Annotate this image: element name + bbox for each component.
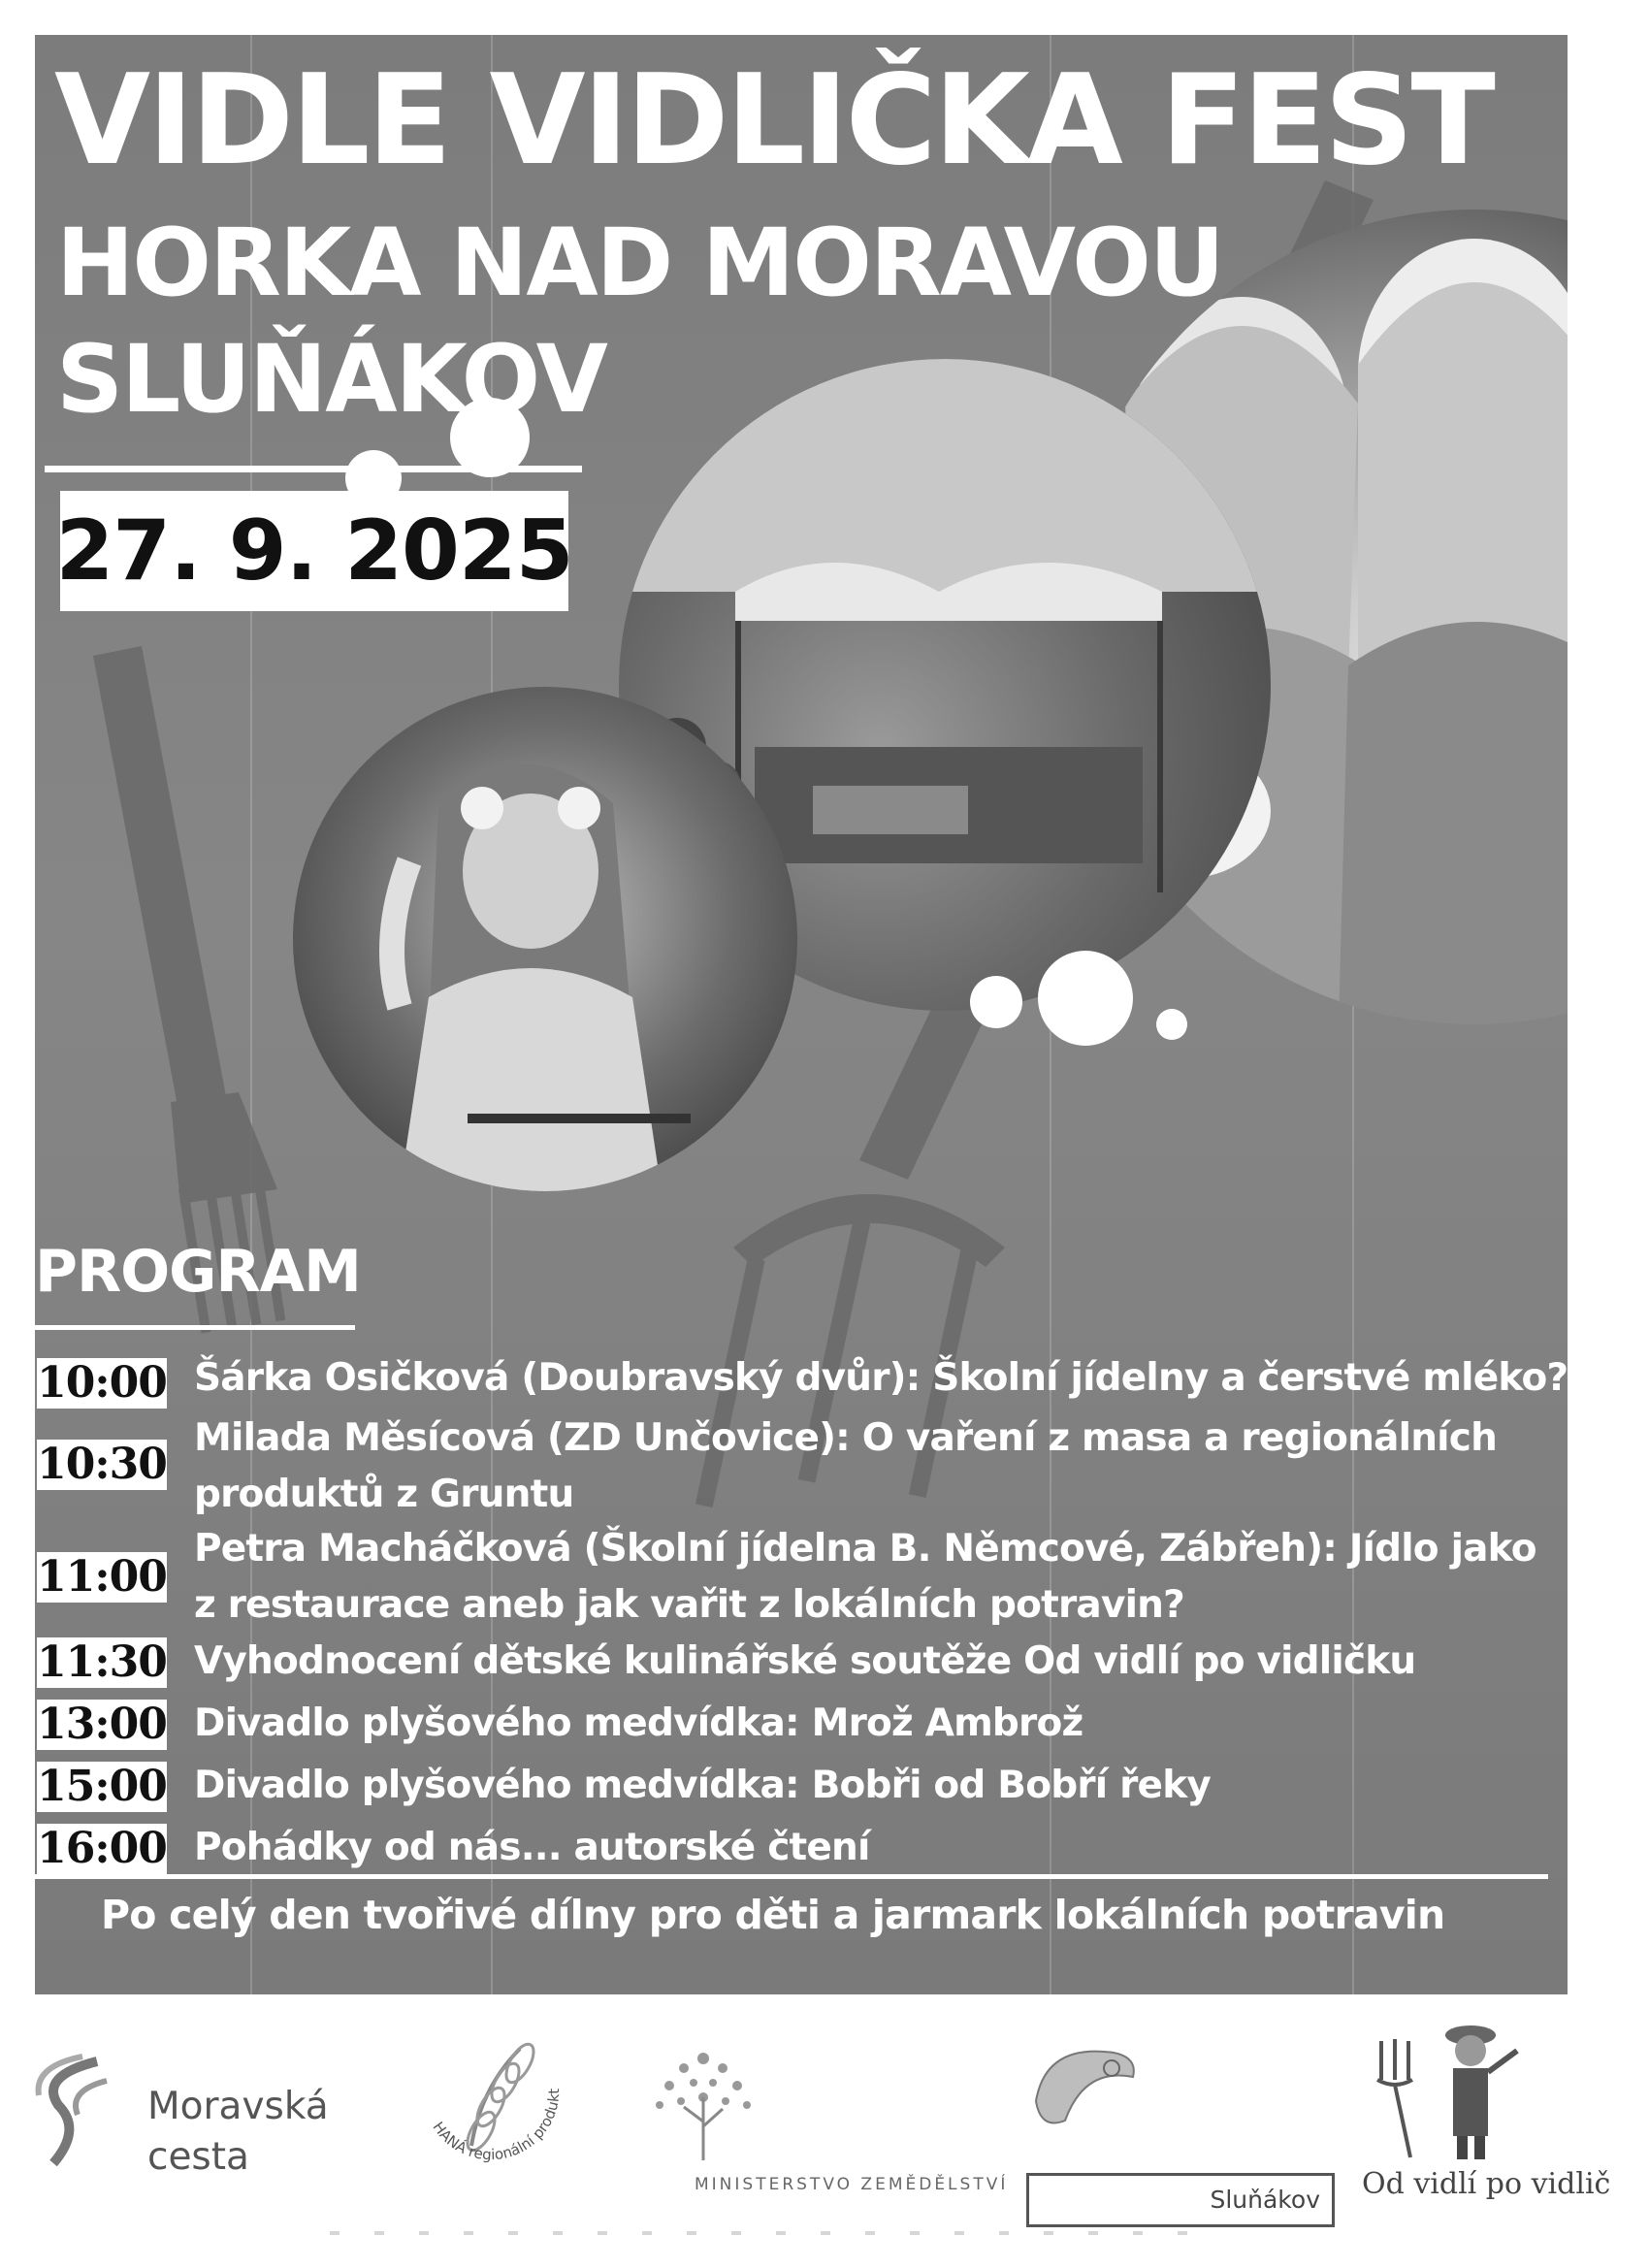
moravska-cesta-logo-icon (29, 2047, 126, 2173)
bubble-dot (1038, 951, 1133, 1046)
moravska-cesta-logo (29, 2047, 417, 2179)
schedule-text: Vyhodnocení dětské kulinářské soutěže Od vidlí po vidličku (194, 1639, 1416, 1683)
schedule-time: 11:00 (37, 1552, 167, 1602)
schedule-time: 13:00 (37, 1700, 167, 1749)
schedule-text: Pohádky od nás... autorské čtení (194, 1826, 870, 1869)
schedule-time: 16:00 (37, 1824, 167, 1873)
event-title: VIDLE VIDLIČKA FEST (54, 49, 1493, 193)
girl-tasting-photo (293, 687, 797, 1191)
event-venue: SLUŇÁKOV (56, 325, 606, 434)
hana-logo (413, 2029, 578, 2194)
bubble-dot (970, 976, 1022, 1028)
schedule-time: 11:30 (37, 1637, 167, 1687)
ministerstvo-text: MINISTERSTVO ZEMĚDĚLSTVÍ (695, 2175, 1009, 2194)
schedule-time: 10:00 (37, 1358, 167, 1408)
hana-arc-text: HANÁ regionální produkt (429, 2088, 564, 2164)
poster (35, 35, 1568, 1994)
program-divider (35, 1325, 355, 1330)
schedule-text: Šárka Osičková (Doubravský dvůr): Školní jídelny a čerstvé mléko? (194, 1356, 1568, 1400)
title-divider (45, 466, 582, 472)
schedule-text: Milada Měsícová (ZD Unčovice): O vaření z masa a regionálních (194, 1416, 1498, 1460)
schedule-text: Petra Macháčková (Školní jídelna B. Němcové, Zábřeh): Jídlo jako (194, 1527, 1536, 1571)
slunakov-text: Sluňákov (1026, 2173, 1335, 2227)
schedule-text: Divadlo plyšového medvídka: Bobři od Bobří řeky (194, 1764, 1211, 1807)
fork-handle-icon (93, 646, 229, 1121)
schedule-text: z restaurace aneb jak vařit z lokálních potravin? (194, 1583, 1184, 1627)
tree-dots-icon (640, 2039, 766, 2165)
footer-divider (35, 1874, 1548, 1879)
bubble-dot (1156, 1009, 1187, 1040)
ministerstvo-logo (640, 2039, 1028, 2204)
schedule-time: 15:00 (37, 1762, 167, 1811)
slunakov-shape-icon (1026, 2033, 1143, 2140)
farmer-pitchfork-icon (1362, 2012, 1595, 2167)
event-location: HORKA NAD MORAVOU (56, 209, 1223, 317)
slunakov-logo (1026, 2033, 1339, 2231)
program-heading: PROGRAM (35, 1238, 361, 1306)
od-vidli-text: Od vidlí po vidlič (1362, 2167, 1611, 2201)
faint-footer-text (330, 2231, 1222, 2235)
schedule-text: produktů z Gruntu (194, 1473, 574, 1516)
date-box (55, 491, 573, 611)
moravska-cesta-line1: Moravská (147, 2085, 329, 2128)
event-date: 27. 9. 2025 (55, 502, 573, 599)
all-day-note: Po celý den tvořivé dílny pro děti a jarmark lokálních potravin (101, 1892, 1445, 1938)
od-vidli-logo (1362, 2012, 1611, 2216)
schedule-time: 10:30 (37, 1440, 167, 1489)
moravska-cesta-line2: cesta (147, 2135, 249, 2179)
schedule-text: Divadlo plyšového medvídka: Mrož Ambrož (194, 1701, 1083, 1745)
